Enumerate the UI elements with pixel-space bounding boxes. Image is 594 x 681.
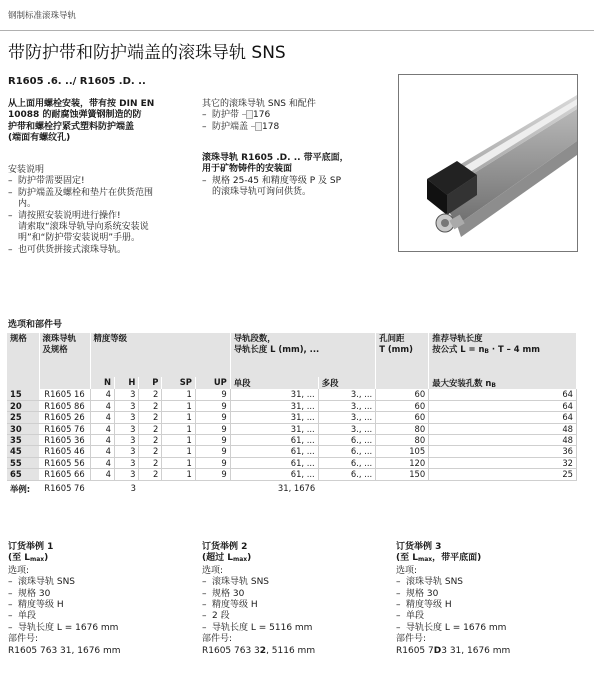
list-item: – 滚珠导轨 SNS [8,577,198,588]
list-item: 请索取“滚珠导轨导向系统安装说 [18,222,149,233]
col-header-sp: SP [162,377,195,389]
list-item: – 导轨长度 L = 1676 mm [8,623,198,634]
example-blank [139,480,162,495]
order-example-3 [396,542,586,657]
header-divider [0,30,594,31]
intro-description [8,99,198,145]
condition-subscript: max [417,556,433,564]
intro-line: (端面有螺纹孔) [8,133,71,144]
table-row [7,457,577,468]
table-cell-accuracy-up: 9 [195,423,230,434]
col-header-size: 规格 [7,333,39,377]
example-blank [90,480,114,495]
ball-rail-illustration [399,75,577,251]
table-cell-single-segment: 61, ... [230,469,318,480]
order-example-2 [202,542,392,657]
list-item: – 规格 30 [202,589,392,600]
col-header-p: P [139,377,162,389]
table-cell-accuracy-n: 4 [90,400,114,411]
example-accuracy: 3 [114,480,138,495]
table-cell-accuracy-sp: 1 [162,469,195,480]
table-cell-accuracy-p: 2 [139,412,162,423]
table-cell-accuracy-n: 4 [90,435,114,446]
part-text: R1605 7 [396,645,434,656]
list-item: – 防护端盖及螺栓和垫片在供货范围 [8,188,198,199]
table-body [7,389,577,495]
table-cell-accuracy-up: 9 [195,446,230,457]
example-blank [429,480,577,495]
table-cell-accuracy-up: 9 [195,435,230,446]
table-cell-accuracy-h: 3 [114,423,138,434]
table-cell-multi-segment: 3., ... [318,423,376,434]
table-cell-single-segment: 31, ... [230,400,318,411]
table-cell-single-segment: 31, ... [230,423,318,434]
header-line: 滚珠导轨 [42,333,76,343]
item-label: 防护带 [212,110,240,121]
example-length: 31, 1676 [230,480,318,495]
part-number-label: 部件号: [202,634,233,645]
d-rails-heading: 滚珠导轨 R1605 .D. .. 带平底面， [202,153,349,163]
order-example-condition [202,553,392,565]
other-rails-list [202,110,392,133]
product-photo [398,74,578,252]
d-rails-heading: 用于矿物铸件的安装面 [202,164,293,175]
table-cell-size: 45 [7,446,39,457]
part-text-highlight: D [433,645,442,656]
intro-line: 10088 的耐腐蚀弹簧钢制造的防 [8,110,142,121]
table-cell-part-number: R1605 16 [39,389,90,400]
install-notes-list [8,176,198,256]
table-cell-accuracy-sp: 1 [162,400,195,411]
table-cell-part-number: R1605 26 [39,412,90,423]
table-cell-accuracy-sp: 1 [162,446,195,457]
header-line: T (mm) [379,344,413,354]
table-cell-accuracy-up: 9 [195,412,230,423]
install-notes [8,165,198,256]
part-number [202,646,392,657]
table-cell-size: 65 [7,469,39,480]
table-row [7,412,577,423]
table-row [7,469,577,480]
table-cell-multi-segment: 6., ... [318,457,376,468]
table-cell-part-number: R1605 76 [39,423,90,434]
col-header-segments [230,333,375,377]
table-cell-size: 35 [7,435,39,446]
order-example-title: 订货举例 1 [8,542,54,552]
col-header-recommended-length [429,333,577,377]
other-rails-section [202,99,392,133]
table-cell-accuracy-n: 4 [90,389,114,400]
table-cell-accuracy-h: 3 [114,446,138,457]
page-reference-icon [242,110,251,118]
table-cell-accuracy-n: 4 [90,423,114,434]
table-cell-max-holes: 64 [429,400,577,411]
table-cell-single-segment: 61, ... [230,435,318,446]
header-text: 最大安装孔数 n [432,378,492,388]
table-cell-size: 20 [7,400,39,411]
list-item: – 单段 [396,611,586,622]
part-number-subtitle: R1605 .6. ../ R1605 .D. .. [8,76,146,87]
table-cell-accuracy-n: 4 [90,446,114,457]
table-cell-size: 25 [7,412,39,423]
part-text: R1605 763 3 [202,645,260,656]
order-example-condition [396,553,586,565]
table-cell-accuracy-p: 2 [139,469,162,480]
list-item: 内。 [18,199,37,210]
table-cell-accuracy-n: 4 [90,457,114,468]
table-cell-single-segment: 61, ... [230,446,318,457]
list-item: – 请按照安装说明进行操作! [8,211,198,222]
table-cell-accuracy-p: 2 [139,435,162,446]
part-text-highlight: 2 [259,645,267,656]
table-cell-size: 30 [7,423,39,434]
table-cell-single-segment: 31, ... [230,412,318,423]
item-page[interactable]: 178 [262,121,280,132]
col-header-max-holes [429,377,577,389]
col-header-single: 单段 [230,377,318,389]
table-cell-accuracy-p: 2 [139,423,162,434]
d-rails-section [202,153,394,199]
table-cell-size: 15 [7,389,39,400]
part-number-label: 部件号: [396,634,427,645]
table-cell-accuracy-p: 2 [139,446,162,457]
order-example-condition [8,553,198,565]
condition-text: (超过 L [202,553,233,564]
part-text: 3 31 [441,645,462,656]
table-cell-accuracy-p: 2 [139,400,162,411]
table-cell-max-holes: 36 [429,446,577,457]
col-header-accuracy: 精度等级 [90,333,230,377]
header-line: 推荐导轨长度 [432,333,483,343]
list-item: – 单段 [8,611,198,622]
example-part-number: R1605 76 [39,480,90,495]
options-list [202,577,392,634]
table-cell-hole-pitch: 60 [376,400,429,411]
condition-text: ，带平底面) [432,553,482,564]
condition-subscript: max [29,556,45,564]
list-item: – 防护带需要固定! [8,176,198,187]
col-header-up: UP [195,377,230,389]
header-formula [432,344,573,357]
table-cell-hole-pitch: 80 [376,423,429,434]
options-list [396,577,586,634]
table-cell-accuracy-h: 3 [114,400,138,411]
table-cell-multi-segment: 6., ... [318,469,376,480]
list-item: – 导轨长度 L = 5116 mm [202,623,392,634]
table-row [7,423,577,434]
condition-text: ) [247,553,252,564]
table-cell-max-holes: 32 [429,457,577,468]
table-cell-accuracy-up: 9 [195,400,230,411]
part-number-label: 部件号: [8,634,39,645]
item-label: 防护端盖 [212,121,249,132]
item-page[interactable]: 176 [253,110,271,121]
formula-subscript: B [484,348,489,355]
table-row [7,400,577,411]
table-example-row [7,480,577,495]
options-list [8,577,198,634]
table-cell-part-number: R1605 56 [39,457,90,468]
col-header-rail [39,333,90,377]
table-cell-hole-pitch: 60 [376,389,429,400]
list-item: – 滚珠导轨 SNS [396,577,586,588]
table-cell-accuracy-h: 3 [114,469,138,480]
col-header-multi: 多段 [318,377,376,389]
table-cell-accuracy-up: 9 [195,389,230,400]
table-cell-max-holes: 64 [429,412,577,423]
options-label: 选项: [202,565,224,576]
table-cell-part-number: R1605 86 [39,400,90,411]
table-cell-accuracy-sp: 1 [162,435,195,446]
condition-text: (至 L [8,553,30,564]
example-blank [162,480,195,495]
table-cell-accuracy-sp: 1 [162,389,195,400]
table-cell-hole-pitch: 120 [376,457,429,468]
table-cell-accuracy-up: 9 [195,457,230,468]
options-label: 选项: [396,565,418,576]
header-line: 导轨长度 L (mm), ... [233,344,320,354]
table-cell-part-number: R1605 46 [39,446,90,457]
list-item: – 规格 25-45 和精度等级 P 及 SP [202,176,394,187]
d-rails-list [202,176,394,199]
table-cell-accuracy-h: 3 [114,457,138,468]
list-item: – 精度等级 H [202,600,392,611]
header-line: 孔间距 [379,333,405,343]
list-item: – 滚珠导轨 SNS [202,577,392,588]
list-item: – 导轨长度 L = 1676 mm [396,623,586,634]
table-cell-single-segment: 31, ... [230,389,318,400]
list-item: – 精度等级 H [396,600,586,611]
options-table [7,333,577,495]
list-item: – 也可供货拼接式滚珠导轨。 [8,245,198,256]
table-row [7,446,577,457]
order-example-1 [8,542,198,657]
table-cell-accuracy-sp: 1 [162,457,195,468]
example-label: 举例: [7,480,39,495]
table-cell-accuracy-n: 4 [90,412,114,423]
example-blank [318,480,376,495]
col-header-blank [7,377,39,389]
table-cell-accuracy-p: 2 [139,389,162,400]
table-cell-multi-segment: 6., ... [318,446,376,457]
col-header-n: N [90,377,114,389]
table-cell-multi-segment: 3., ... [318,400,376,411]
table-cell-accuracy-h: 3 [114,412,138,423]
list-item [202,110,392,121]
table-cell-part-number: R1605 66 [39,469,90,480]
table-cell-accuracy-sp: 1 [162,412,195,423]
list-item [202,122,392,133]
table-cell-accuracy-up: 9 [195,469,230,480]
page-reference-icon [251,122,260,130]
order-example-title: 订货举例 2 [202,542,248,552]
intro-line: 从上面用螺栓安装，带有按 DIN EN [8,99,155,109]
table-caption: 选项和部件号 [8,320,63,330]
table-cell-multi-segment: 3., ... [318,412,376,423]
intro-line: 护带和螺栓拧紧式塑料防护端盖 [8,121,135,132]
order-example-title: 订货举例 3 [396,542,442,552]
list-item: – 规格 30 [8,589,198,600]
col-header-pitch [376,333,429,377]
header-line: 及规格 [42,344,68,354]
other-rails-heading: 其它的滚珠导轨 SNS 和配件 [202,99,316,109]
condition-text: (至 L [396,553,418,564]
table-cell-max-holes: 64 [429,389,577,400]
list-item: – 规格 30 [396,589,586,600]
table-cell-single-segment: 61, ... [230,457,318,468]
table-cell-accuracy-p: 2 [139,457,162,468]
table-cell-accuracy-h: 3 [114,389,138,400]
header-subscript: B [491,382,496,389]
part-text: , 5116 mm [266,645,316,656]
table-cell-max-holes: 48 [429,423,577,434]
table-cell-hole-pitch: 80 [376,435,429,446]
table-cell-max-holes: 48 [429,435,577,446]
table-cell-hole-pitch: 150 [376,469,429,480]
part-text: R1605 763 31 [8,645,72,656]
table-cell-hole-pitch: 60 [376,412,429,423]
col-header-blank [376,377,429,389]
table-row [7,389,577,400]
header-line: 导轨段数， [233,333,276,343]
example-blank [376,480,429,495]
table-cell-hole-pitch: 105 [376,446,429,457]
condition-text: ) [44,553,49,564]
table-cell-multi-segment: 3., ... [318,389,376,400]
table-cell-max-holes: 25 [429,469,577,480]
list-item: 明”和“防护带安装说明”手册。 [18,233,140,244]
col-header-h: H [114,377,138,389]
col-header-blank [39,377,90,389]
page-title: 带防护带和防护端盖的滚珠导轨 SNS [8,43,286,63]
table-row [7,435,577,446]
table-cell-accuracy-n: 4 [90,469,114,480]
list-item: 的滚珠导轨可询问供货。 [212,187,312,198]
install-notes-heading: 安装说明 [8,165,45,175]
page-category-header: 钢制标准滚珠导轨 [8,11,77,21]
part-number [396,646,586,657]
table-cell-part-number: R1605 36 [39,435,90,446]
part-text: , 1676 mm [461,645,511,656]
table-cell-multi-segment: 6., ... [318,435,376,446]
table-cell-accuracy-h: 3 [114,435,138,446]
list-item: – 精度等级 H [8,600,198,611]
example-blank [195,480,230,495]
formula-text: 按公式 L = n [432,344,485,354]
table-cell-size: 55 [7,457,39,468]
part-text: , 1676 mm [71,645,121,656]
condition-subscript: max [232,556,248,564]
table-cell-accuracy-sp: 1 [162,423,195,434]
formula-text: · T – 4 mm [489,344,540,354]
options-label: 选项: [8,565,30,576]
part-number [8,646,198,657]
list-item: – 2 段 [202,611,392,622]
